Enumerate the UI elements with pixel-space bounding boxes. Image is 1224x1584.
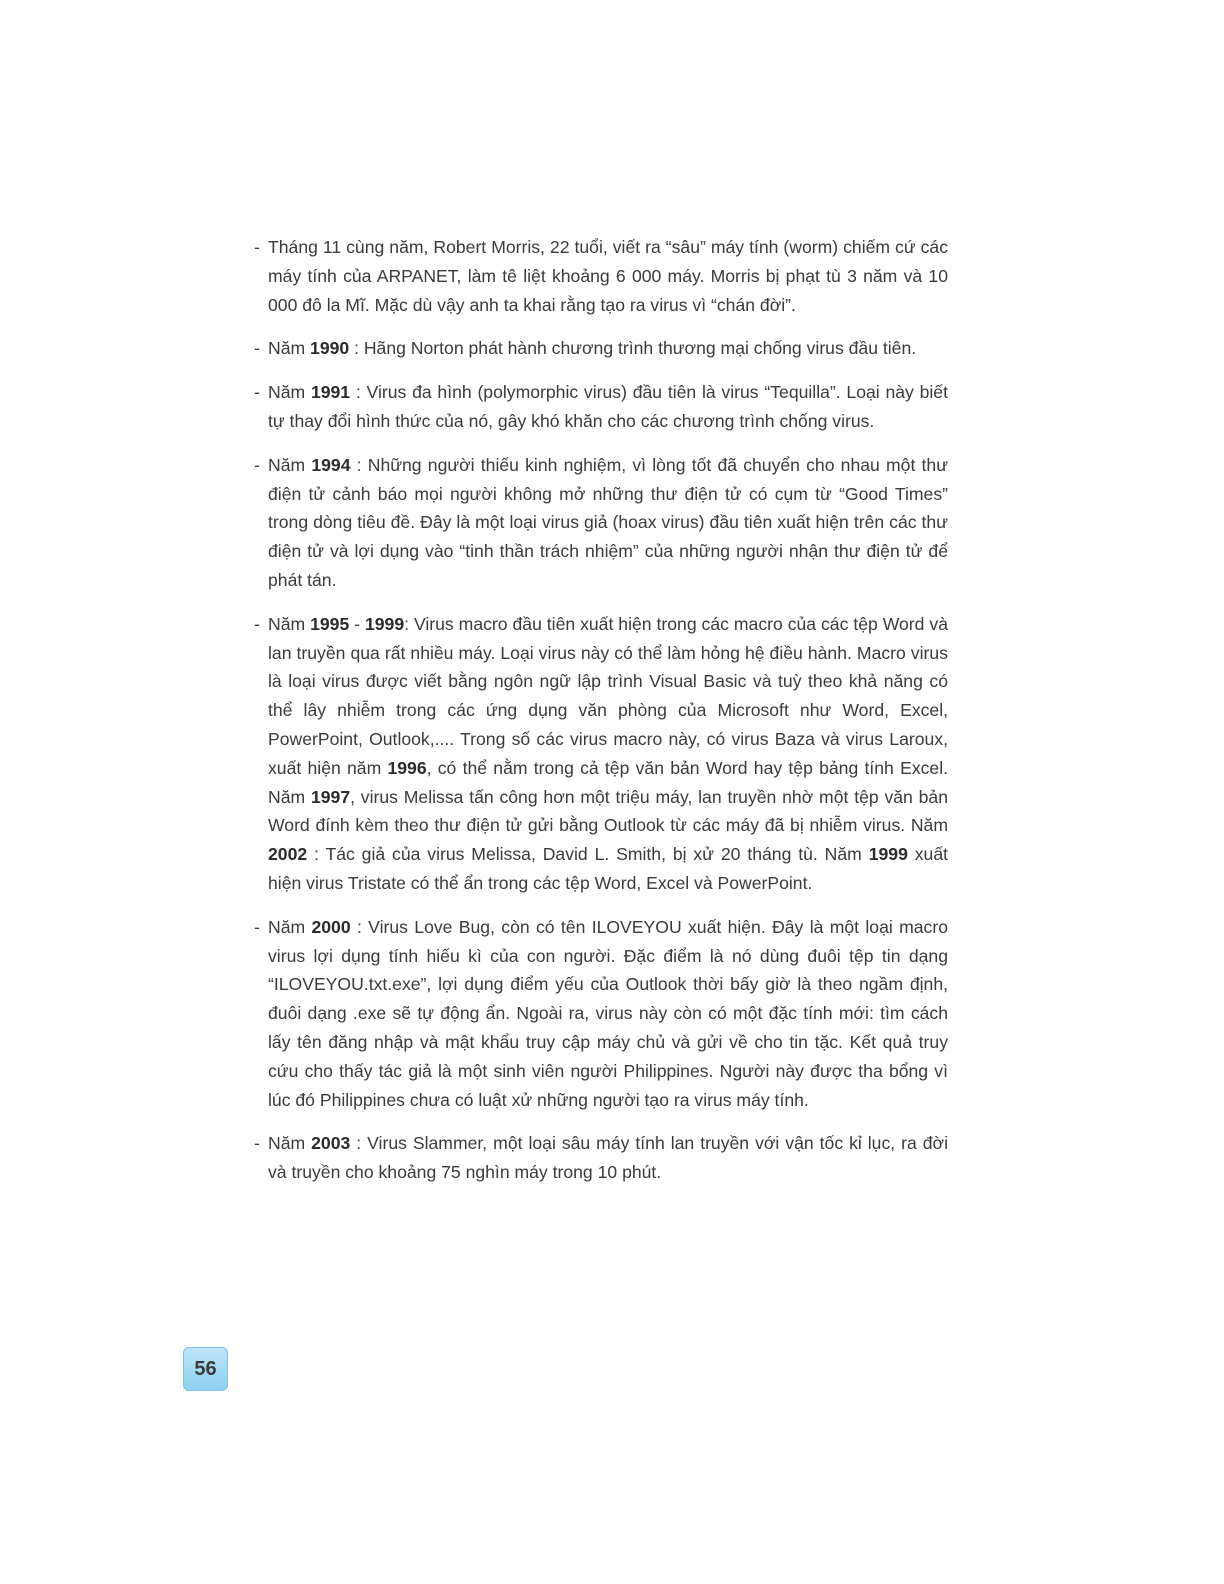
year-label: 1996 [387,757,427,778]
entry-text: Tháng 11 cùng năm, Robert Morris, 22 tuổi, viết ra “sâu” máy tính (worm) chiếm cứ các máy tính của ARPANET, làm tê liệt khoảng 6 000 máy. Morris bị phạt tù 3 năm và 10 000 đô la Mĩ. Mặc dù vậy anh ta khai rằng tạo ra virus vì “chán đời”. [268,237,948,315]
document-body [254,233,948,1202]
list-dash: - [254,454,260,475]
list-dash: - [254,916,260,937]
entry-text: : Virus Slammer, một loại sâu máy tính lan truyền với vận tốc kỉ lục, ra đời và truyền cho khoảng 75 nghìn máy trong 10 phút. [268,1133,948,1183]
timeline-entry-1988-worm [254,233,948,319]
year-label: 1999 [364,613,405,634]
timeline-entry-1991 [254,378,948,436]
year-label: 1991 [310,382,351,403]
timeline-entry-2000 [254,913,948,1115]
entry-text: : Tác giả của virus Melissa, David L. Smith, bị xử 20 tháng tù. Năm [307,844,869,865]
year-label: 1990 [310,338,350,359]
entry-text: : Virus đa hình (polymorphic virus) đầu tiên là virus “Tequilla”. Loại này biết tự thay đổi hình thức của nó, gây khó khăn cho các chương trình chống virus. [268,382,948,431]
entry-text: - [349,613,365,634]
list-dash: - [254,1133,260,1154]
entry-text: Năm [268,382,311,403]
list-dash: - [254,613,260,634]
entry-text: , có thể nằm trong cả tệp văn bản Word hay tệp bảng tính Excel. Năm [268,757,948,807]
year-label: 2003 [311,1133,351,1154]
timeline-entry-1995-1999 [254,610,948,898]
year-label: 1997 [310,786,351,807]
year-label: 2000 [311,916,351,937]
year-label: 1995 [310,613,350,634]
year-label: 1999 [868,844,908,865]
entry-text: : Virus macro đầu tiên xuất hiện trong các macro của các tệp Word và lan truyền qua rất nhiều máy. Loại virus này có thể làm hỏng hệ điều hành. Macro virus là loại virus được viết bằng ngôn ngữ lập trình Visual Basic và tuỳ theo khả năng có thể lây nhiễm trong các ứng dụng văn phòng của Microsoft như Word, Excel, PowerPoint, Outlook,.... Trong số các virus macro này, có virus Baza và virus Laroux, xuất hiện năm [268,613,948,778]
entry-text: xuất hiện virus Tristate có thể ẩn trong các tệp Word, Excel và PowerPoint. [268,844,948,893]
list-dash: - [254,338,260,359]
entry-text: , virus Melissa tấn công hơn một triệu máy, lan truyền nhờ một tệp văn bản Word đính kèm theo thư điện tử gửi bằng Outlook từ các máy đã bị nhiễm virus. Năm [268,786,948,836]
page-number-badge: 56 [183,1347,228,1391]
list-dash: - [254,382,260,403]
year-label: 2002 [268,844,308,865]
timeline-entry-1994 [254,451,948,595]
timeline-entry-1990 [254,334,948,363]
entry-text: Năm [268,916,312,937]
entry-text: Năm [268,1133,312,1154]
entry-text: : Những người thiếu kinh nghiệm, vì lòng tốt đã chuyển cho nhau một thư điện tử cảnh báo mọi người không mở những thư điện tử có cụm từ “Good Times” trong dòng tiêu đề. Đây là một loại virus giả (hoax virus) đầu tiên xuất hiện trên các thư điện tử và lợi dụng vào “tinh thần trách nhiệm” của những người nhận thư điện tử để phát tán. [268,454,948,590]
entry-text: Năm [268,613,311,634]
entry-text: : Hãng Norton phát hành chương trình thương mại chống virus đầu tiên. [349,338,917,359]
entry-text: : Virus Love Bug, còn có tên ILOVEYOU xuất hiện. Đây là một loại macro virus lợi dụng tính hiếu kì của con người. Đặc điểm là nó dùng đuôi tệp tin dạng “ILOVEYOU.txt.exe”, lợi dụng điểm yếu của Outlook thời bấy giờ là theo ngầm định, đuôi dạng .exe sẽ tự động ẩn. Ngoài ra, virus này còn có một đặc tính mới: tìm cách lấy tên đăng nhập và mật khẩu truy cập máy chủ và gửi về cho tin tặc. Kết quả truy cứu cho thấy tác giả là một sinh viên người Philippines. Người này được tha bổng vì lúc đó Philippines chưa có luật xử những người tạo ra virus máy tính. [268,916,948,1110]
entry-text: Năm [268,454,312,475]
list-dash: - [254,237,260,257]
entry-text: Năm [268,338,311,359]
year-label: 1994 [311,454,351,475]
timeline-entry-2003 [254,1129,948,1187]
